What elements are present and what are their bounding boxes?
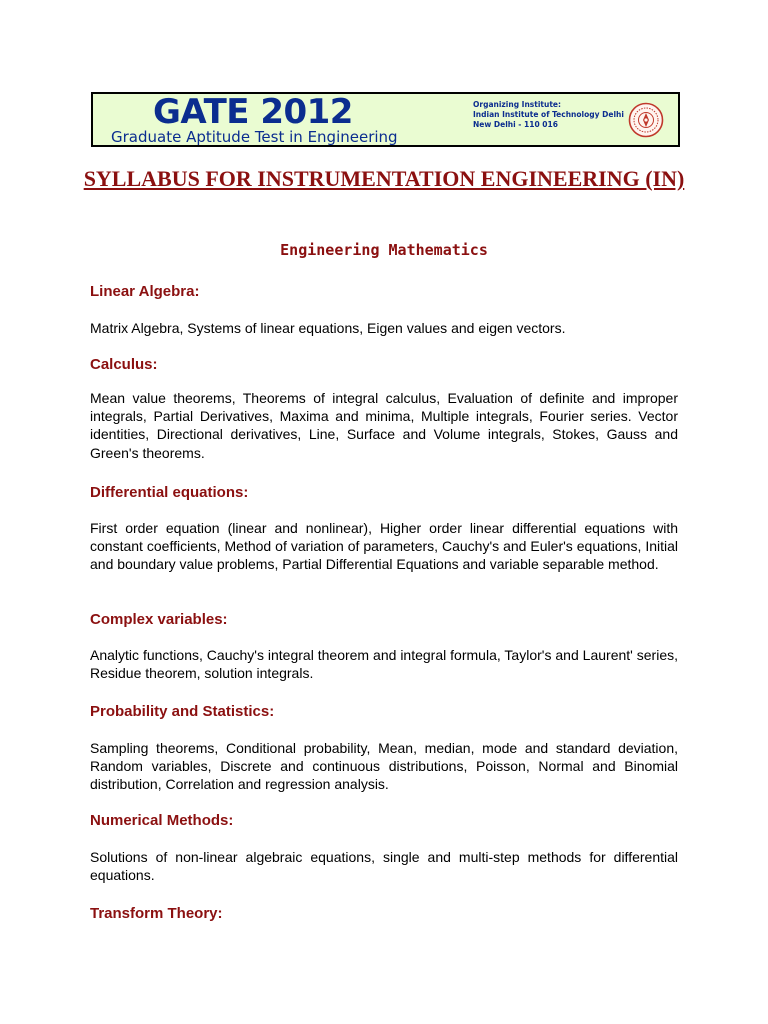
organizer-label: Organizing Institute: (473, 100, 562, 109)
section-probability-statistics (90, 703, 678, 794)
section-heading: Differential equations: (90, 484, 249, 501)
section-body: Mean value theorems, Theorems of integral calculus, Evaluation of definite and improper integrals, Partial Derivatives, Maxima and minima, Multiple integrals, Fourier series. Vector identities, Directional derivatives, Line, Surface and Volume integrals, Stokes, Gauss and Green's theorems. (90, 390, 678, 461)
banner-subtitle: Graduate Aptitude Test in Engineering (111, 128, 398, 146)
iit-delhi-seal-icon (628, 102, 664, 138)
subject-title: Engineering Mathematics (280, 241, 488, 259)
section-calculus (90, 356, 678, 462)
organizer-city: New Delhi - 110 016 (473, 120, 558, 129)
page-title: SYLLABUS FOR INSTRUMENTATION ENGINEERING (IN) (83, 166, 685, 191)
section-heading: Linear Algebra: (90, 283, 200, 300)
section-heading: Probability and Statistics: (90, 703, 275, 720)
section-body: Sampling theorems, Conditional probability, Mean, median, mode and standard deviation, Random variables, Discrete and continuous distributions, Poisson, Normal and Binomial distribution, Correlation and regression analysis. (90, 740, 678, 793)
section-complex-variables (90, 611, 678, 682)
section-linear-algebra (90, 283, 678, 337)
section-heading: Transform Theory: (90, 905, 223, 922)
section-heading: Calculus: (90, 356, 158, 373)
organizer-name: Indian Institute of Technology Delhi (473, 110, 624, 119)
section-body: Analytic functions, Cauchy's integral theorem and integral formula, Taylor's and Laurent' series, Residue theorem, solution integrals. (90, 647, 678, 682)
organizer-info (473, 100, 624, 130)
section-transform-theory (90, 905, 678, 941)
section-heading: Numerical Methods: (90, 812, 234, 829)
section-differential-equations (90, 484, 678, 574)
section-body: Solutions of non-linear algebraic equations, single and multi-step methods for differential equations. (90, 849, 678, 884)
banner-title: GATE 2012 (153, 92, 353, 132)
header-banner (91, 92, 680, 147)
section-heading: Complex variables: (90, 611, 228, 628)
section-body: Matrix Algebra, Systems of linear equations, Eigen values and eigen vectors. (90, 320, 566, 336)
section-numerical-methods (90, 812, 678, 884)
section-body: First order equation (linear and nonlinear), Higher order linear differential equations with constant coefficients, Method of variation of parameters, Cauchy's and Euler's equations, Initial and boundary value problems, Partial Differential Equations and variable separable method. (90, 520, 678, 573)
